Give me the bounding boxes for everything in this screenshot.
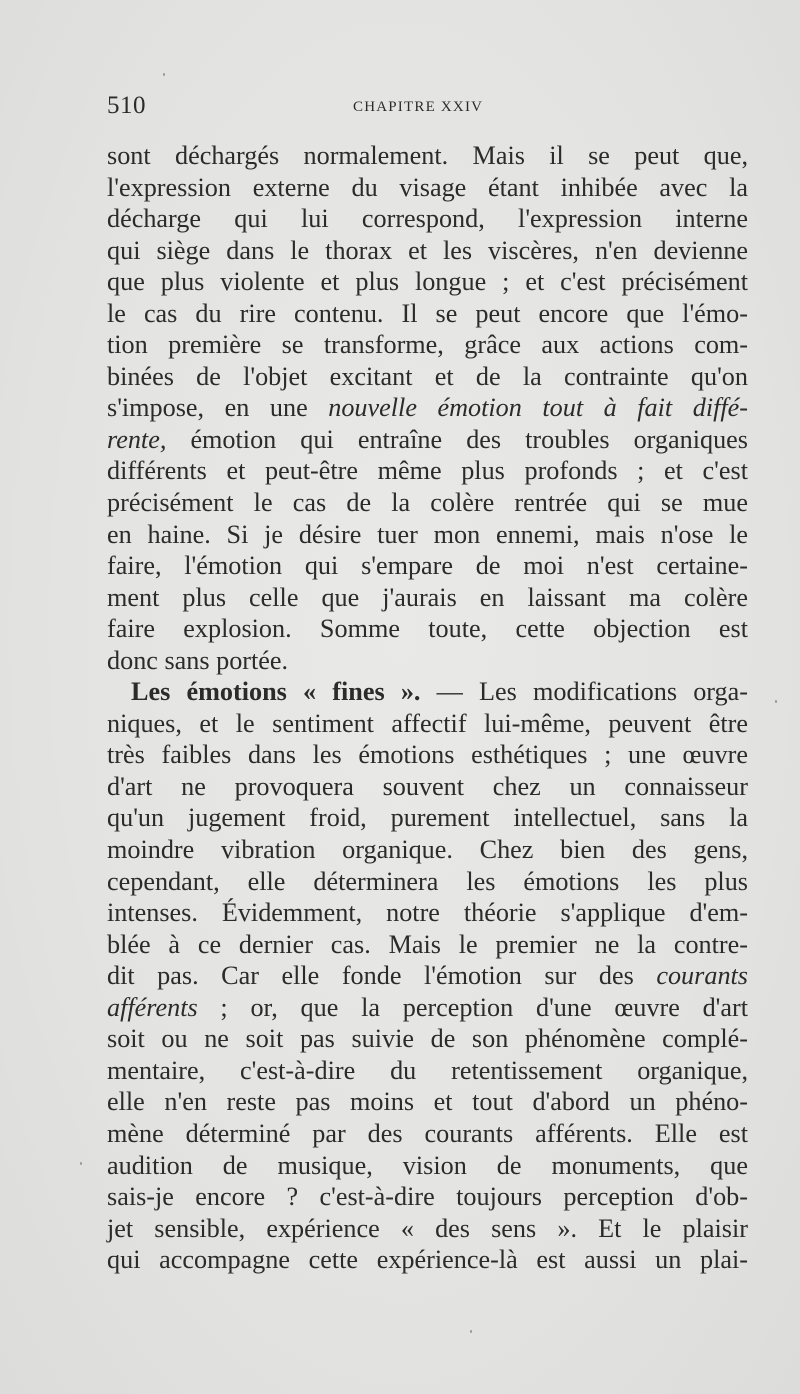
text-line: faire explosion. Somme toute, cette objection est xyxy=(107,614,748,644)
text-line: mène déterminé par des courants afférents. Elle est xyxy=(107,1118,748,1148)
text-line: en haine. Si je désire tuer mon ennemi, mais n'ose le xyxy=(107,519,748,549)
text-line: l'expression externe du visage étant inhibée avec la xyxy=(107,172,748,202)
text-line: qui siège dans le thorax et les viscères, n'en devienne xyxy=(107,235,748,265)
text-line: mentaire, c'est-à-dire du retentissement organique, xyxy=(107,1055,748,1085)
text-line: blée à ce dernier cas. Mais le premier ne la contre- xyxy=(107,929,748,959)
italic-phrase: afférents xyxy=(107,992,198,1022)
text-line: précisément le cas de la colère rentrée qui se mue xyxy=(107,488,748,518)
italic-phrase: courants xyxy=(656,961,748,991)
text-line xyxy=(107,992,748,1024)
scan-speck xyxy=(775,700,777,703)
text-segment: — Les modifications orga- xyxy=(420,677,748,707)
text-line: niques, et le sentiment affectif lui-même, peuvent être xyxy=(107,708,748,738)
text-line: moindre vibration organique. Chez bien des gens, xyxy=(107,835,748,865)
italic-phrase: rente, xyxy=(107,424,167,454)
text-line: sais-je encore ? c'est-à-dire toujours perception d'ob- xyxy=(107,1182,748,1212)
text-line xyxy=(107,676,748,708)
text-line: donc sans portée. xyxy=(107,645,289,675)
text-line: soit ou ne soit pas suivie de son phénomène complé- xyxy=(107,1024,748,1054)
scan-speck xyxy=(470,1330,472,1333)
running-head: CHAPITRE XXIV xyxy=(353,99,484,115)
text-line: jet sensible, expérience « des sens ». Et le plaisir xyxy=(107,1213,748,1243)
text-line xyxy=(107,392,748,424)
text-line xyxy=(107,424,748,456)
text-line: faire, l'émotion qui s'empare de moi n'est certaine- xyxy=(107,551,748,581)
text-segment: ; or, que la perception d'une œuvre d'art xyxy=(197,992,748,1022)
text-segment: émotion qui entraîne des troubles organiques xyxy=(166,424,748,454)
text-line: intenses. Évidemment, notre théorie s'applique d'em- xyxy=(107,898,748,928)
page-header xyxy=(107,92,747,122)
scan-speck xyxy=(80,1162,82,1165)
text-line: binées de l'objet excitant et de la contrainte qu'on xyxy=(107,361,748,391)
text-line: différents et peut-être même plus profonds ; et c'est xyxy=(107,456,748,486)
text-line: très faibles dans les émotions esthétiques ; une œuvre xyxy=(107,740,748,770)
body-text xyxy=(107,140,748,1276)
text-segment: dit pas. Car elle fonde l'émotion sur des xyxy=(107,961,657,991)
text-segment: s'impose, en une xyxy=(107,393,329,423)
text-line: elle n'en reste pas moins et tout d'abord un phéno- xyxy=(107,1087,748,1117)
text-line: sont déchargés normalement. Mais il se peut que, xyxy=(107,141,748,170)
text-line: qu'un jugement froid, purement intellectuel, sans la xyxy=(107,803,748,833)
italic-phrase: nouvelle émotion tout à fait diffé- xyxy=(328,393,748,423)
text-line: décharge qui lui correspond, l'expression interne xyxy=(107,204,748,234)
text-line: que plus violente et plus longue ; et c'est précisément xyxy=(107,267,748,297)
text-line xyxy=(107,960,748,992)
page-number: 510 xyxy=(107,92,146,119)
text-line: tion première se transforme, grâce aux actions com- xyxy=(107,330,748,360)
section-title: Les émotions « fines ». xyxy=(131,677,421,707)
text-line: audition de musique, vision de monuments, que xyxy=(107,1150,748,1180)
scan-speck xyxy=(163,73,165,76)
text-line: d'art ne provoquera souvent chez un connaisseur xyxy=(107,771,748,801)
text-line: ment plus celle que j'aurais en laissant ma colère xyxy=(107,582,748,612)
text-line: le cas du rire contenu. Il se peut encore que l'émo- xyxy=(107,298,748,328)
text-line: qui accompagne cette expérience-là est aussi un plai- xyxy=(107,1245,748,1275)
text-line: cependant, elle déterminera les émotions les plus xyxy=(107,866,748,896)
